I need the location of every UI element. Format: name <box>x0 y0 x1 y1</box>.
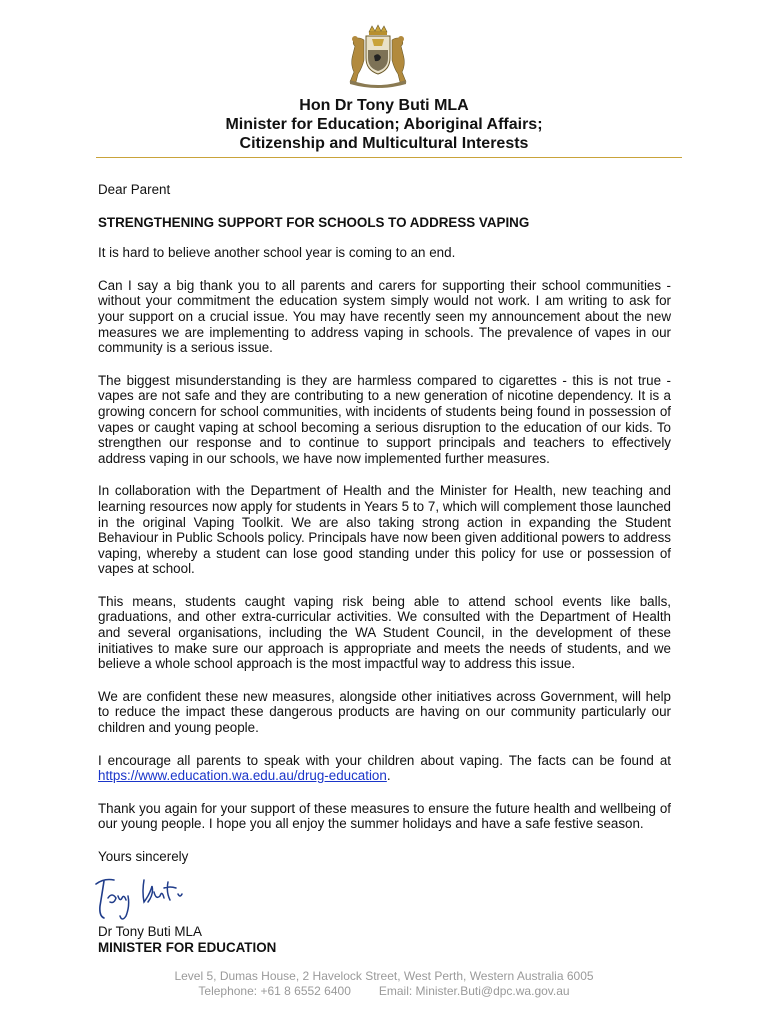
signer-name: Dr Tony Buti MLA <box>98 924 202 939</box>
paragraph-5: This means, students caught vaping risk being able to attend school events like balls, graduations, and other extra-curricular activities. We consulted with the Department of Health and several organisations, including the WA Student Council, in the development of these initiatives to make sure our approach is appropriate and meets the needs of students, and we believe a whole school approach is the most impactful way to address this issue. <box>98 593 671 672</box>
letterhead-divider <box>96 157 682 158</box>
paragraph-4: In collaboration with the Department of Health and the Minister for Health, new teaching and learning resources now apply for students in Years 5 to 7, which will complement those launched in the original Vaping Toolkit. We are also taking strong action in expanding the Student Behaviour in Public Schools policy. Principals have now been given additional powers to address vaping, whereby a student can lose good standing under this policy for use or possession of vapes at school. <box>98 483 671 577</box>
signer-block <box>98 924 276 956</box>
footer-telephone: Telephone: +61 8 6552 6400 <box>198 984 351 998</box>
minister-role-line-1: Minister for Education; Aboriginal Affairs; <box>225 116 543 133</box>
paragraph-encourage <box>98 753 671 784</box>
footer-address: Level 5, Dumas House, 2 Havelock Street, West Perth, Western Australia 6005 <box>174 969 594 983</box>
paragraph-6: We are confident these new measures, alongside other initiatives across Government, will help to reduce the impact these dangerous products are having on our community particularly our children and young people. <box>98 688 671 736</box>
coat-of-arms-crest-icon <box>336 24 420 90</box>
handwritten-signature-icon <box>90 872 202 924</box>
footer-email: Email: Minister.Buti@dpc.wa.gov.au <box>378 984 570 998</box>
encourage-text: I encourage all parents to speak with your children about vaping. The facts can be found at <box>98 752 671 768</box>
minister-name: Hon Dr Tony Buti MLA <box>299 97 469 114</box>
closing: Yours sincerely <box>98 849 189 864</box>
salutation: Dear Parent <box>98 182 171 197</box>
paragraph-1: It is hard to believe another school year is coming to an end. <box>98 245 456 261</box>
signer-title: MINISTER FOR EDUCATION <box>98 940 277 955</box>
letter-body <box>98 182 671 865</box>
minister-role-line-2: Citizenship and Multicultural Interests <box>239 135 529 152</box>
letter-footer <box>96 969 672 999</box>
paragraph-3: The biggest misunderstanding is they are harmless compared to cigarettes - this is not true - vapes are not safe and they are contributing to a new generation of nicotine dependency. It is a growing concern for school communities, with incidents of students being found in possession of vapes or caught vaping at school becoming a serious disruption to the education of our kids. To strengthen our response and to continue to support principals and teachers to effectively address vaping in our schools, we have now implemented further measures. <box>98 372 671 466</box>
drug-education-link[interactable]: https://www.education.wa.edu.au/drug-education <box>98 768 387 784</box>
link-suffix: . <box>386 768 391 784</box>
paragraph-2: Can I say a big thank you to all parents and carers for supporting their school communities - without your commitment the education system simply would not work. I am writing to ask for your support on a crucial issue. You may have recently seen my announcement about the new measures we are implementing to address vaping in schools. The prevalence of vapes in our community is a serious issue. <box>98 277 671 356</box>
subject-heading: STRENGTHENING SUPPORT FOR SCHOOLS TO ADDRESS VAPING <box>98 214 530 230</box>
paragraph-thanks: Thank you again for your support of these measures to ensure the future health and wellbeing of our young people. I hope you all enjoy the summer holidays and have a safe festive season. <box>98 800 671 832</box>
footer-contact <box>96 984 672 999</box>
letterhead <box>96 96 672 153</box>
